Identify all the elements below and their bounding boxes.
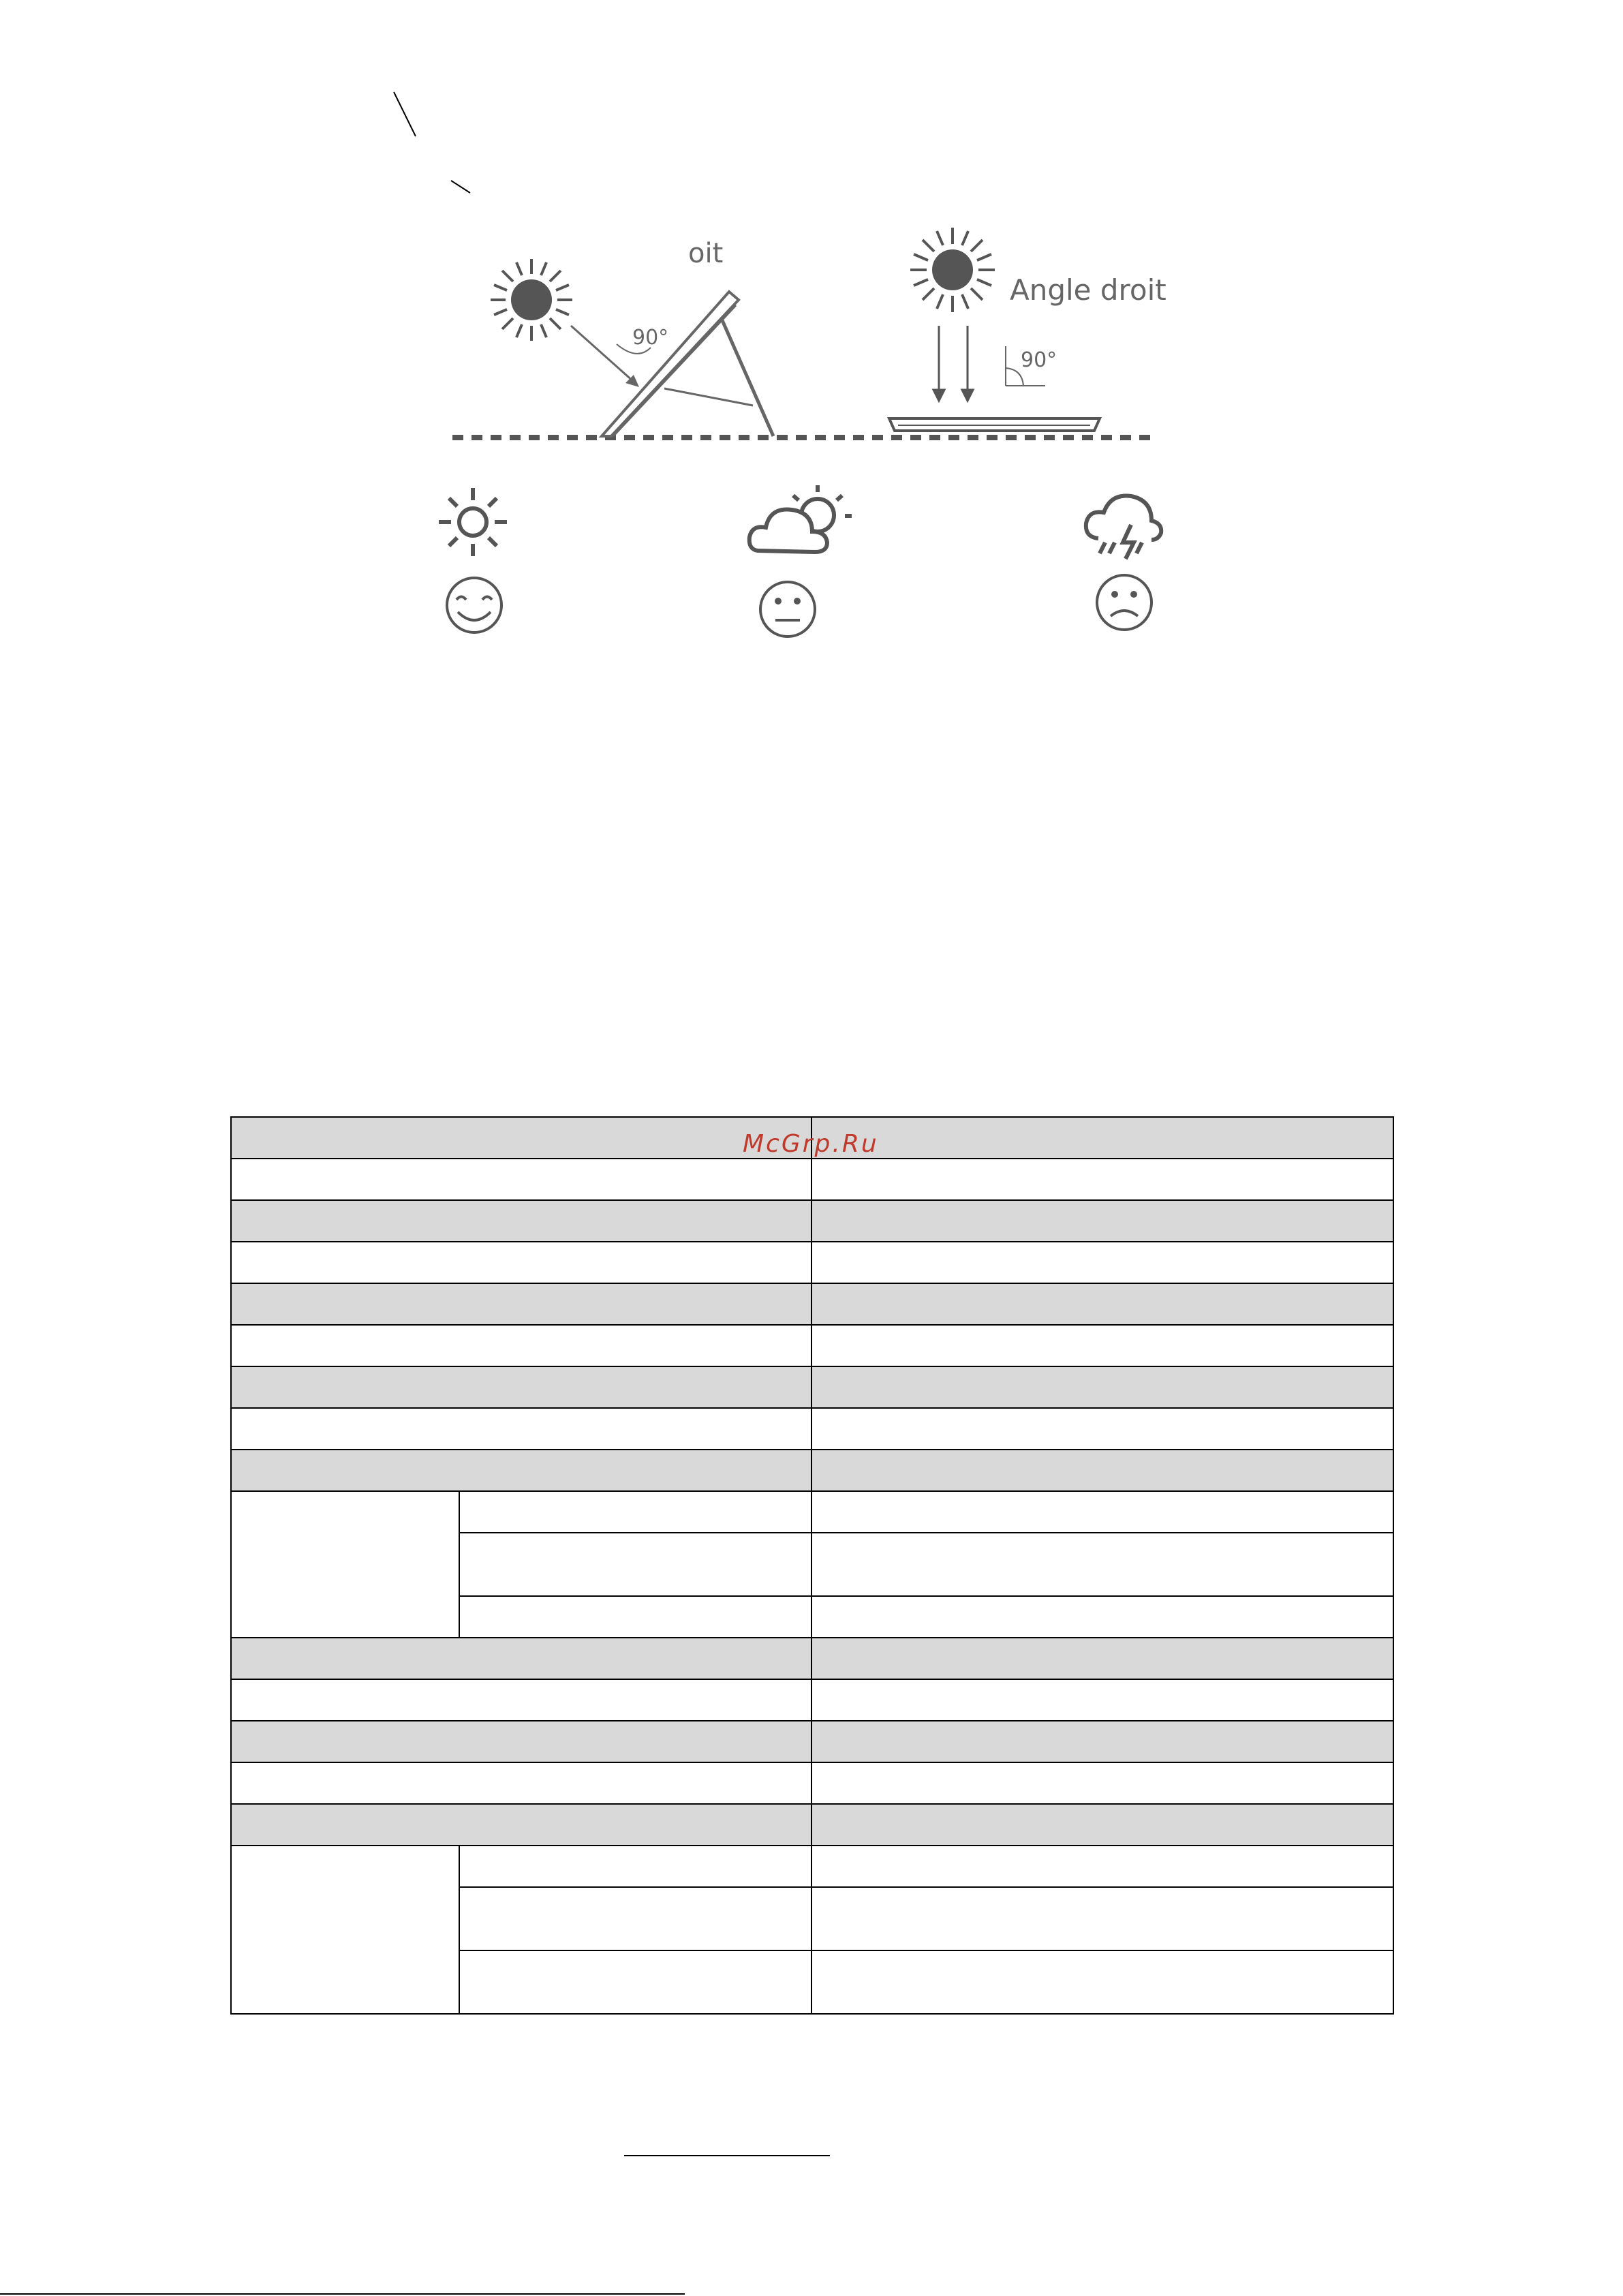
table-row xyxy=(231,1804,1393,1846)
table-row xyxy=(231,1491,1393,1533)
table-row xyxy=(231,1325,1393,1366)
sun-ray-arrows xyxy=(933,326,973,401)
angle-label-left: 90° xyxy=(632,326,669,350)
tilted-solar-panel xyxy=(602,292,773,436)
table-cell xyxy=(812,1450,1393,1491)
footnote-underline xyxy=(624,2155,830,2156)
table-cell xyxy=(459,1887,812,1950)
storm-cloud-icon xyxy=(1086,496,1161,560)
table-cell xyxy=(459,1533,812,1596)
table-cell xyxy=(812,1200,1393,1242)
angle-title-fragment: oit xyxy=(688,238,724,269)
table-row xyxy=(231,1721,1393,1762)
table-cell xyxy=(812,1679,1393,1721)
table-row xyxy=(231,1846,1393,1887)
table-cell xyxy=(231,1762,812,1804)
table-cell xyxy=(231,1679,812,1721)
table-row xyxy=(231,1408,1393,1450)
stray-line xyxy=(394,92,416,136)
table-row xyxy=(231,1679,1393,1721)
table-cell xyxy=(812,1638,1393,1679)
table-cell xyxy=(812,1325,1393,1366)
flat-solar-panel xyxy=(889,418,1100,431)
table-cell xyxy=(459,1596,812,1638)
stray-line xyxy=(451,181,470,193)
bottom-rule xyxy=(0,2293,685,2295)
table-row xyxy=(231,1366,1393,1408)
table-cell xyxy=(812,1533,1393,1596)
table-cell xyxy=(231,1638,812,1679)
table-row xyxy=(231,1283,1393,1325)
sun-icon xyxy=(439,488,507,556)
table-row xyxy=(231,1159,1393,1200)
watermark: McGrp.Ru xyxy=(743,1130,879,1158)
table-cell xyxy=(459,1846,812,1887)
table-cell xyxy=(812,1846,1393,1887)
angle-label-right: 90° xyxy=(1021,348,1057,372)
smiley-neutral-icon xyxy=(760,582,815,637)
table-cell xyxy=(812,1762,1393,1804)
solar-panel-angle-illustration xyxy=(0,0,1623,682)
spec-table xyxy=(230,1116,1394,2015)
table-cell xyxy=(459,1950,812,2014)
table-cell xyxy=(231,1408,812,1450)
table-cell xyxy=(231,1450,812,1491)
table-row xyxy=(231,1200,1393,1242)
table-cell xyxy=(812,1804,1393,1846)
smiley-sad-icon xyxy=(1097,575,1151,630)
table-cell xyxy=(812,1596,1393,1638)
table-cell xyxy=(812,1242,1393,1283)
table-row xyxy=(231,1762,1393,1804)
table-cell xyxy=(231,1721,812,1762)
table-cell xyxy=(812,1283,1393,1325)
table-cell xyxy=(812,1721,1393,1762)
table-row xyxy=(231,1450,1393,1491)
table-cell xyxy=(231,1325,812,1366)
table-cell xyxy=(812,1950,1393,2014)
sun-ray-arrow xyxy=(571,326,634,382)
table-cell xyxy=(812,1117,1393,1159)
table-cell xyxy=(231,1283,812,1325)
sun-icon xyxy=(491,259,572,341)
table-cell xyxy=(812,1887,1393,1950)
smiley-happy-icon xyxy=(447,578,501,632)
table-cell xyxy=(231,1159,812,1200)
table-cell xyxy=(812,1491,1393,1533)
table-group-cell xyxy=(231,1846,459,2014)
table-cell xyxy=(231,1366,812,1408)
table-cell xyxy=(812,1408,1393,1450)
table-cell xyxy=(459,1491,812,1533)
table-cell xyxy=(812,1366,1393,1408)
table-cell xyxy=(231,1242,812,1283)
table-group-cell xyxy=(231,1491,459,1638)
table-cell xyxy=(812,1159,1393,1200)
table-cell xyxy=(231,1117,812,1159)
sun-icon xyxy=(910,228,995,312)
table-row xyxy=(231,1638,1393,1679)
angle-title-right: Angle droit xyxy=(1010,273,1166,307)
table-cell xyxy=(231,1804,812,1846)
table-row xyxy=(231,1242,1393,1283)
table-cell xyxy=(231,1200,812,1242)
cloud-sun-icon xyxy=(749,485,852,552)
